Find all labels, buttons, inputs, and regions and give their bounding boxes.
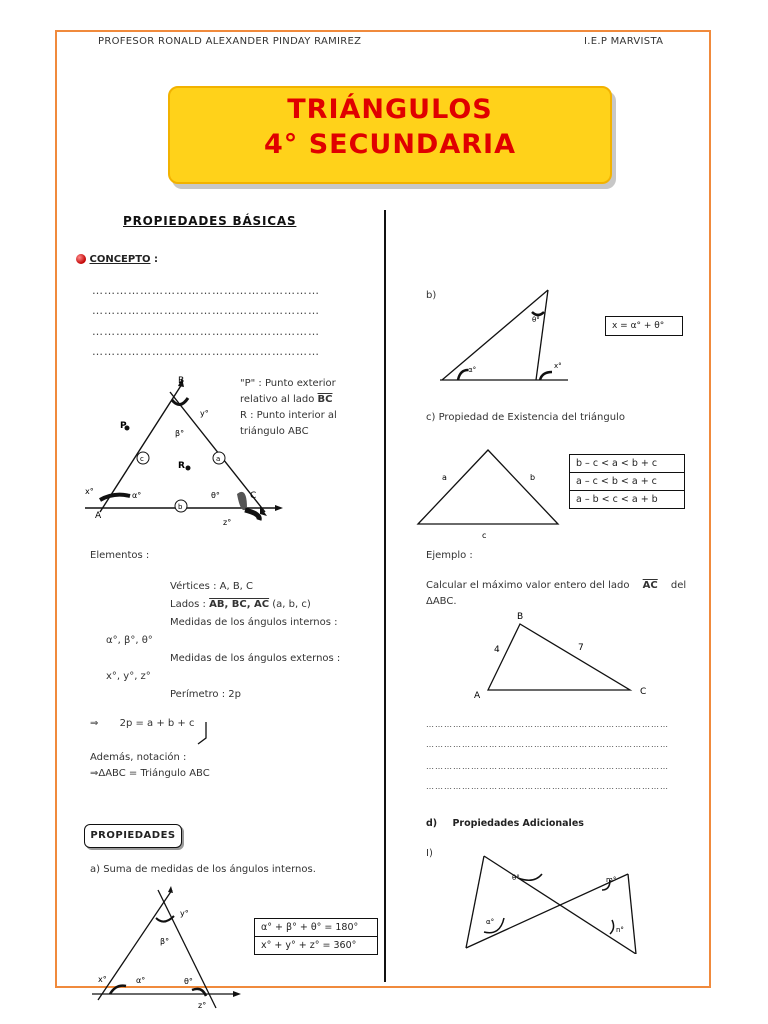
label-side-c: c bbox=[140, 455, 144, 463]
section-title: PROPIEDADES BÁSICAS bbox=[123, 214, 297, 228]
title-line-1: TRIÁNGULOS bbox=[287, 94, 493, 125]
label-z: z° bbox=[223, 518, 232, 527]
label-beta: β° bbox=[175, 429, 185, 438]
c-inequalities-box bbox=[569, 454, 685, 509]
label-theta: θ° bbox=[211, 491, 220, 500]
dotted-line: ……………………………………………………………………… bbox=[426, 740, 669, 749]
label-p: P bbox=[120, 421, 127, 431]
dotted-line: ………………………………………………… bbox=[92, 304, 320, 317]
column-divider bbox=[384, 210, 386, 982]
label-side-4: 4 bbox=[494, 645, 500, 655]
d-sub-label: I) bbox=[426, 848, 433, 859]
element-item: Lados : AB, BC, AC (a, b, c) bbox=[170, 599, 311, 610]
perimeter-formula: 2p = a + b + c bbox=[119, 718, 195, 729]
prop-a-title: a) Suma de medidas de los ángulos internos. bbox=[90, 864, 316, 875]
label-y: y° bbox=[180, 909, 189, 918]
title-box bbox=[168, 86, 612, 184]
note-line: R : Punto interior al bbox=[240, 410, 337, 421]
formula-row: x° + y° + z° = 360° bbox=[255, 936, 377, 954]
notation-title: Además, notación : bbox=[90, 752, 187, 763]
dotted-line: ……………………………………………………………………… bbox=[426, 720, 669, 729]
header-school: I.E.P MARVISTA bbox=[584, 36, 664, 47]
d-heading bbox=[426, 818, 584, 829]
perimeter-hook-icon bbox=[196, 720, 212, 746]
label-a-vertex: A bbox=[474, 691, 481, 701]
example-triangle-name: ΔABC. bbox=[426, 596, 457, 607]
label-alpha: α° bbox=[132, 491, 142, 500]
label-theta: θ° bbox=[532, 316, 540, 324]
concept-label: CONCEPTO bbox=[89, 254, 151, 265]
implies-symbol: ⇒ bbox=[90, 718, 99, 729]
label-x: x° bbox=[554, 362, 562, 370]
label-side-7: 7 bbox=[578, 643, 584, 653]
label-x: x° bbox=[98, 975, 107, 984]
label-n: n° bbox=[616, 926, 624, 934]
red-bullet-icon bbox=[76, 254, 86, 264]
label-alpha: α° bbox=[468, 366, 477, 374]
perimeter-row bbox=[90, 718, 194, 729]
existence-triangle-figure bbox=[414, 446, 562, 542]
inequality-row: a – c < b < a + c bbox=[570, 472, 684, 490]
label-b-vertex: B bbox=[517, 612, 524, 622]
d-label: d) bbox=[426, 818, 438, 829]
label-alpha: α° bbox=[136, 976, 146, 985]
figure-notes bbox=[240, 376, 337, 440]
notation-text: ⇒ΔABC = Triángulo ABC bbox=[90, 768, 210, 779]
label-theta: θ° bbox=[184, 977, 193, 986]
label-side-a: a bbox=[216, 455, 221, 463]
inequality-row: b – c < a < b + c bbox=[576, 458, 658, 469]
element-item: α°, β°, θ° bbox=[106, 635, 153, 646]
label-m: m° bbox=[606, 876, 617, 884]
element-item: Perímetro : 2p bbox=[170, 689, 241, 700]
title-line-2: 4° SECUNDARIA bbox=[264, 129, 516, 160]
label-b-vertex: B bbox=[178, 376, 185, 386]
concept-colon: : bbox=[154, 254, 158, 265]
formula-row: α° + β° + θ° = 180° bbox=[261, 922, 359, 933]
dotted-line: ……………………………………………………………………… bbox=[426, 762, 669, 771]
dotted-line: ………………………………………………… bbox=[92, 345, 320, 358]
example-title: Ejemplo : bbox=[426, 550, 473, 561]
formula-row: x = α° + θ° bbox=[612, 321, 665, 331]
note-line: "P" : Punto exterior bbox=[240, 378, 336, 389]
d-title: Propiedades Adicionales bbox=[452, 818, 584, 829]
header-author: PROFESOR RONALD ALEXANDER PINDAY RAMIREZ bbox=[98, 36, 362, 47]
prop-a-formula-box bbox=[254, 918, 378, 955]
note-line: triángulo ABC bbox=[240, 426, 309, 437]
elements-title: Elementos : bbox=[90, 550, 150, 561]
label-b: b bbox=[530, 473, 536, 482]
crossed-triangles-figure bbox=[460, 850, 640, 954]
b-formula-box bbox=[605, 316, 683, 336]
element-item: x°, y°, z° bbox=[106, 671, 151, 682]
c-title: c) Propiedad de Existencia del triángulo bbox=[426, 412, 625, 423]
element-item: Medidas de los ángulos externos : bbox=[170, 653, 341, 664]
label-r: R bbox=[178, 461, 185, 471]
example-text: Calcular el máximo valor entero del lado $\overline{AC}$ del bbox=[426, 580, 687, 591]
exterior-angle-figure bbox=[436, 284, 572, 386]
label-z: z° bbox=[198, 1001, 207, 1010]
inequality-row: a – b < c < a + b bbox=[570, 490, 684, 508]
label-c: c bbox=[482, 531, 487, 540]
label-alpha: α° bbox=[486, 918, 495, 926]
element-item: Vértices : A, B, C bbox=[170, 581, 254, 592]
dotted-line: ………………………………………………… bbox=[92, 284, 320, 297]
elements-list bbox=[90, 578, 380, 704]
b-label: b) bbox=[426, 290, 437, 301]
label-x: x° bbox=[85, 487, 94, 496]
prop-a-triangle-figure bbox=[88, 886, 244, 1010]
label-y: y° bbox=[200, 409, 209, 418]
concept-heading bbox=[76, 254, 158, 265]
sides-overline: AB, BC, AC bbox=[209, 599, 270, 610]
label-beta: β° bbox=[160, 937, 170, 946]
dotted-line: ……………………………………………………………………… bbox=[426, 782, 669, 791]
label-side-b: b bbox=[178, 503, 183, 511]
label-theta: θ° bbox=[512, 874, 520, 882]
example-triangle-figure bbox=[470, 608, 660, 704]
label-c-vertex: C bbox=[640, 687, 647, 697]
dotted-line: ………………………………………………… bbox=[92, 325, 320, 338]
side-ac-overline: $\overline{AC}$ bbox=[642, 580, 658, 591]
label-a: a bbox=[442, 473, 447, 482]
label-c-vertex: C bbox=[250, 491, 257, 501]
propiedades-label: PROPIEDADES bbox=[84, 824, 182, 848]
label-a-vertex: A bbox=[95, 511, 102, 521]
element-item: Medidas de los ángulos internos : bbox=[170, 617, 338, 628]
note-line: relativo al lado $\overline{BC}$ bbox=[240, 394, 333, 405]
side-bc-overline: $\overline{BC}$ bbox=[317, 394, 333, 405]
